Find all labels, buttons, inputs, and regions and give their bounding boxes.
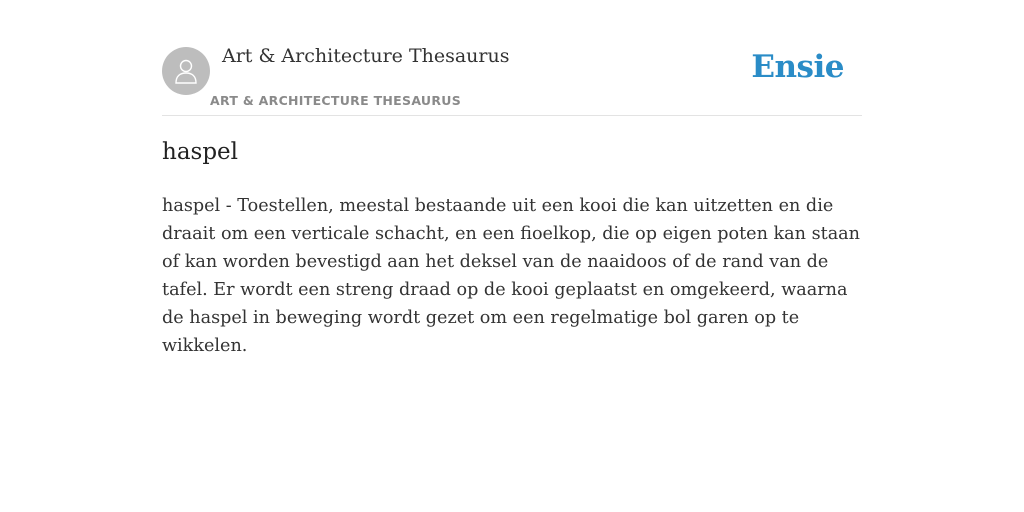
author-avatar[interactable] bbox=[162, 47, 210, 95]
entry-definition: haspel - Toestellen, meestal bestaande uit een kooi die kan uitzetten en die draait om een verticale schacht, en een fioelkop, die op eigen poten kan staan of kan worden bevestigd aan het deksel van de naaidoos of de rand van de tafel. Er wordt een streng draad op de kooi geplaatst en omgekeerd, waarna de haspel in beweging wordt gezet om een regelmatige bol garen op te wikkelen. bbox=[162, 196, 861, 356]
user-avatar-icon bbox=[171, 56, 201, 86]
entry-term: haspel bbox=[162, 139, 239, 165]
ensie-logo[interactable]: Ensie bbox=[751, 49, 844, 85]
header bbox=[162, 0, 862, 116]
source-label[interactable]: ART & ARCHITECTURE THESAURUS bbox=[210, 93, 462, 108]
author-name[interactable]: Art & Architecture Thesaurus bbox=[222, 45, 510, 67]
